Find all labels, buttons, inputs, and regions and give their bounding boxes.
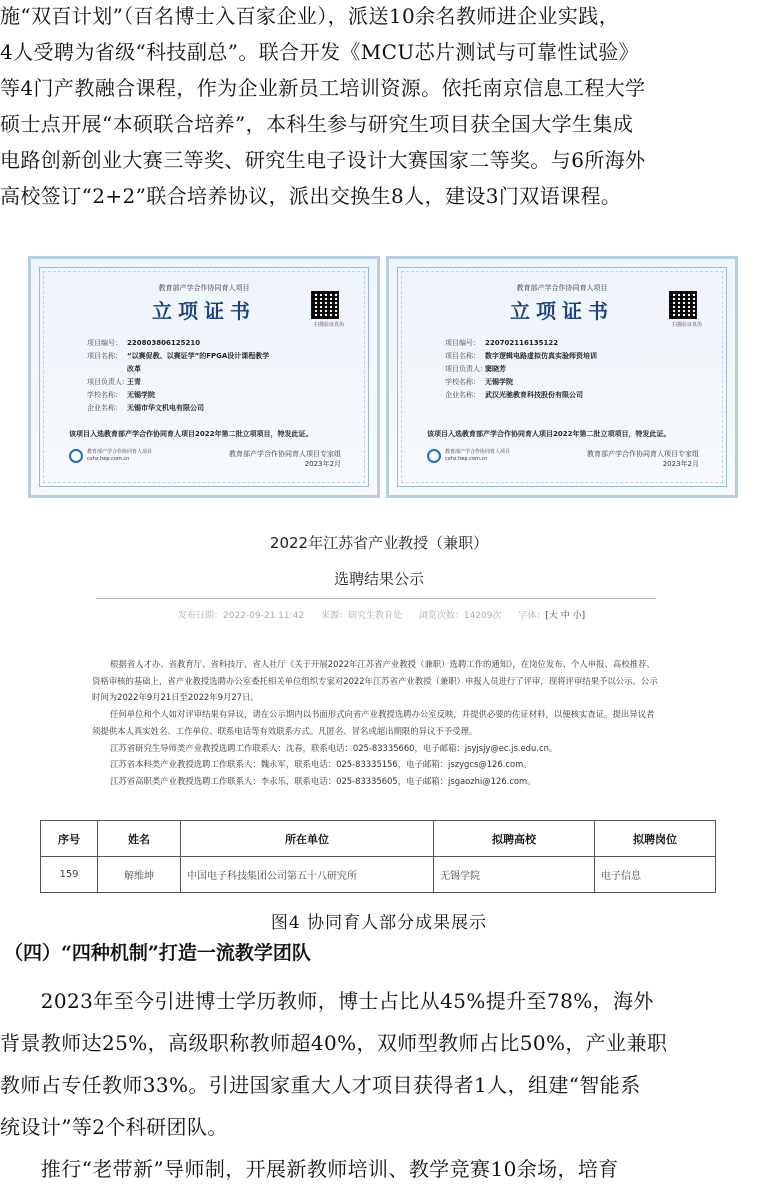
field-value: 王青: [127, 378, 141, 386]
font-size-label: 字体：: [518, 611, 546, 621]
qr-caption: 扫描验证真伪: [671, 322, 702, 328]
field-key: 项目负责人：: [445, 365, 487, 373]
text-line: 电路创新创业大赛三等奖、研究生电子设计大赛国家二等奖。与6所海外: [0, 148, 646, 172]
source: 来源：研究生教育处: [320, 611, 402, 621]
view-count: 浏览次数：14209次: [418, 611, 502, 621]
column-header: 姓名: [98, 821, 181, 857]
cert-issuer: [587, 449, 699, 469]
cert-field: [87, 389, 269, 402]
announcement-title: 2022年江苏省产业教授（兼职）: [269, 534, 489, 552]
field-value: 窦晓芳: [485, 365, 506, 373]
table-cell: 159: [41, 857, 98, 893]
field-value: 武汉光驰教育科技股份有限公司: [485, 391, 583, 399]
qr-caption: 扫描验证真伪: [313, 322, 344, 328]
cert-field: [87, 363, 269, 376]
cert-notice: 该项目入选教育部产学合作协同育人项目2022年第二批立项项目，特发此证。: [427, 430, 671, 438]
field-value: 无锡学院: [127, 391, 155, 399]
logo-text: [445, 449, 510, 463]
field-key: 学校名称：: [445, 378, 480, 386]
column-header: 拟聘高校: [434, 821, 595, 857]
field-value: 无锡学院: [485, 378, 513, 386]
announcement-meta: [178, 608, 585, 621]
body-paragraph: 根据省人才办、省教育厅、省科技厅、省人社厅《关于开展2022年江苏省产业教授（兼职）选聘工作的通知》，在岗位发布、个人申报、高校推荐、资格审核的基础上，省产业教授选聘办公室委托相关单位组织专家对2022年江苏省产业教授（兼职）申报人员进行了评审，现将评审结果予以公示。公示时间为2022年9月21日至2022年9月27日。: [92, 659, 658, 703]
field-value: 数字逻辑电路虚拟仿真实验师资培训: [485, 352, 597, 360]
text-line: 2023年至今引进博士学历教师，博士占比从45%提升至78%，海外: [0, 989, 654, 1013]
issuer-name: 教育部产学合作协同育人项目专家组: [587, 450, 699, 458]
field-value: 无锡市华文机电有限公司: [127, 404, 204, 412]
field-value: 220702116135122: [485, 339, 559, 347]
cert-field: [87, 337, 269, 350]
ministry-logo-icon: [427, 449, 441, 463]
certificate-1: [28, 256, 380, 498]
cert-title: 立项证书: [152, 299, 256, 323]
issuer-name: 教育部产学合作协同育人项目专家组: [229, 450, 341, 458]
field-key: 项目名称：: [445, 352, 480, 360]
table-cell: 电子信息: [595, 857, 716, 893]
qr-code-icon: [669, 291, 697, 319]
logo-url: cxhz.hep.com.cn: [87, 456, 130, 462]
intro-paragraph: [0, 0, 758, 214]
text-line: 4人受聘为省级“科技副总”。联合开发《MCU芯片测试与可靠性试验》: [0, 40, 640, 64]
logo-name: 教育部产学合作协同育人项目: [87, 449, 153, 455]
certificate-2: [386, 256, 738, 498]
divider: [96, 598, 656, 599]
cert-title: 立项证书: [510, 299, 614, 323]
column-header: 序号: [41, 821, 98, 857]
issue-date: 2023年2月: [662, 460, 699, 468]
text-line: 施“双百计划”（百名博士入百家企业），派送10余名教师进企业实践，: [0, 4, 620, 28]
table-cell: 中国电子科技集团公司第五十八研究所: [181, 857, 434, 893]
field-value: 改革: [127, 365, 141, 373]
logo-name: 教育部产学合作协同育人项目: [445, 449, 511, 455]
table-cell: 无锡学院: [434, 857, 595, 893]
text-line: 等4门产教融合课程，作为企业新员工培训资源。依托南京信息工程大学: [0, 76, 646, 100]
body-paragraph-block: [0, 980, 758, 1190]
cert-field: [87, 376, 269, 389]
field-value: “以赛促教、以赛证学”的FPGA设计课程教学: [127, 352, 270, 360]
cert-ministry: 教育部产学合作协同育人项目: [158, 284, 250, 292]
column-header: 拟聘岗位: [595, 821, 716, 857]
publish-date: 发布日期：2022-09-21 11:42: [178, 611, 305, 621]
cert-fields: [445, 337, 597, 402]
column-header: 所在单位: [181, 821, 434, 857]
cert-issuer: [229, 449, 341, 469]
contact-line: 江苏省研究生导师类产业教授选聘工作联系人：沈春，联系电话：025-83335660，电子邮箱：jsyjsjy@ec.js.edu.cn。: [110, 742, 558, 753]
text-line: 推行“老带新”导师制，开展新教师培训、教学竞赛10余场，培育: [0, 1157, 619, 1181]
cert-fields: [87, 337, 269, 415]
field-key: 企业名称：: [445, 391, 480, 399]
ministry-logo-icon: [69, 449, 83, 463]
table-row: [41, 857, 716, 893]
figure-caption: 图4 协同育人部分成果展示: [270, 913, 488, 933]
font-size-selector[interactable]: [大 中 小]: [545, 611, 586, 621]
cert-field: [87, 402, 269, 415]
field-key: 学校名称：: [87, 391, 122, 399]
contact-line: 江苏省高职类产业教授选聘工作联系人：李永乐，联系电话：025-83335605，电子邮箱：jsgaozhi@126.com。: [110, 775, 536, 786]
cert-field: [445, 363, 597, 376]
text-line: 硕士点开展“本硕联合培养”，本科生参与研究生项目获全国大学生集成: [0, 112, 634, 136]
contact-line: 江苏省本科类产业教授选聘工作联系人：魏永军，联系电话：025-83335156，电子邮箱：jszygcs@126.com。: [110, 759, 532, 770]
results-table: [40, 820, 716, 893]
text-line: 统设计”等2个科研团队。: [0, 1115, 228, 1139]
announcement-subtitle: 选聘结果公示: [333, 570, 424, 588]
field-key: 项目编号：: [445, 339, 480, 347]
cert-ministry: 教育部产学合作协同育人项目: [516, 284, 608, 292]
table-header-row: [41, 821, 716, 857]
qr-code-icon: [311, 291, 339, 319]
table-cell: 解维坤: [98, 857, 181, 893]
cert-notice: 该项目入选教育部产学合作协同育人项目2022年第二批立项项目，特发此证。: [69, 430, 313, 438]
field-key: 项目负责人：: [87, 378, 129, 386]
field-key: 企业名称：: [87, 404, 122, 412]
logo-text: [87, 449, 152, 463]
cert-field: [87, 350, 269, 363]
issue-date: 2023年2月: [304, 460, 341, 468]
section-heading: （四）“四种机制”打造一流教学团队: [4, 942, 311, 964]
text-line: 背景教师达25%，高级职称教师超40%，双师型教师占比50%，产业兼职: [0, 1031, 668, 1055]
cert-field: [445, 350, 597, 363]
announcement-body: [92, 656, 662, 790]
logo-url: cxhz.hep.com.cn: [445, 456, 488, 462]
text-line: 高校签订“2+2”联合培养协议，派出交换生8人，建设3门双语课程。: [0, 184, 622, 208]
field-value: 220803806125210: [127, 339, 201, 347]
cert-field: [445, 376, 597, 389]
field-key: 项目名称：: [87, 352, 122, 360]
body-paragraph: 任何单位和个人如对评审结果有异议，请在公示期内以书面形式向省产业教授选聘办公室反映，并提供必要的佐证材料，以便核实查证。提出异议者须提供本人真实姓名、工作单位、联系电话等有效联系方式。凡匿名、冒名或超出期限的异议不予受理。: [92, 709, 655, 736]
cert-field: [445, 337, 597, 350]
cert-field: [445, 389, 597, 402]
text-line: 教师占专任教师33%。引进国家重大人才项目获得者1人，组建“智能系: [0, 1073, 641, 1097]
field-key: 项目编号：: [87, 339, 122, 347]
